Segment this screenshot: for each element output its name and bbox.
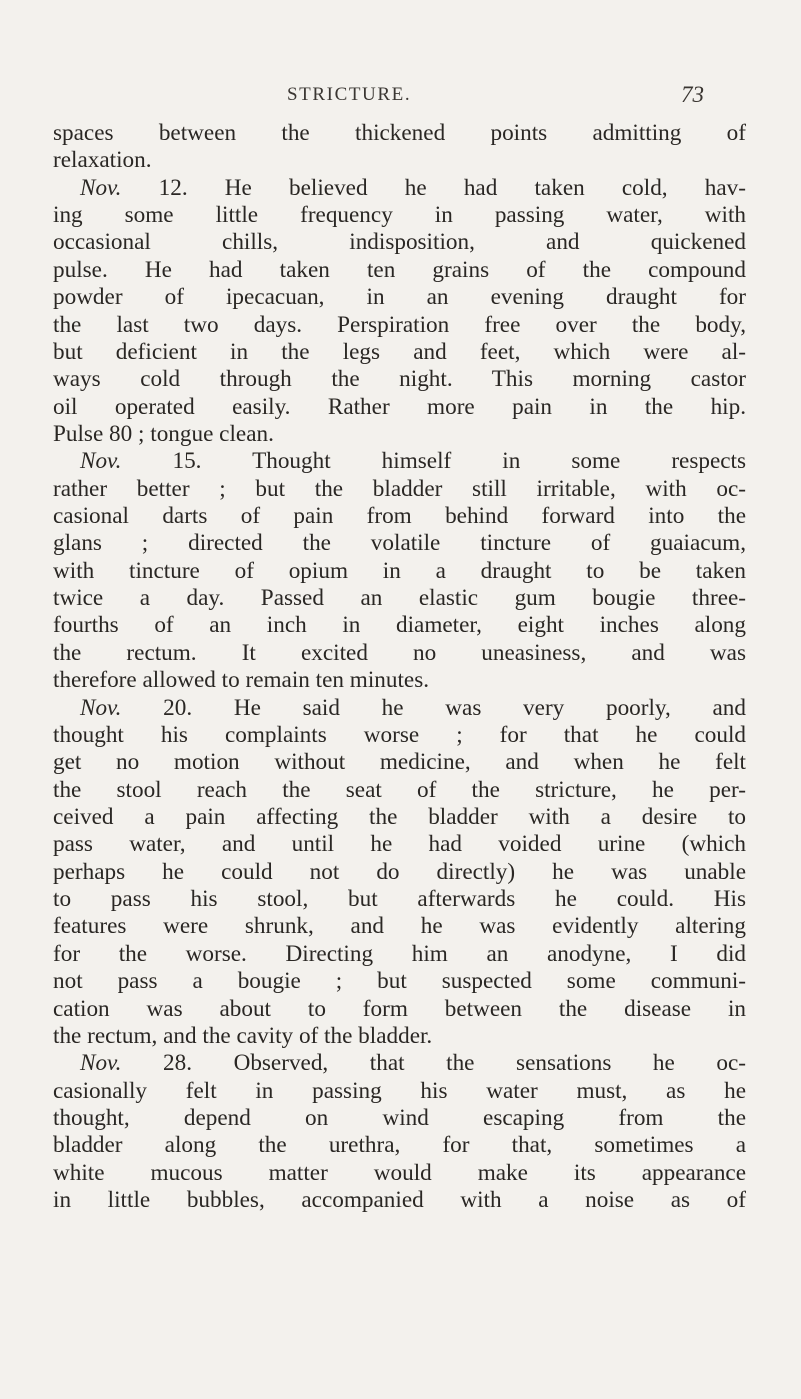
line-text: the rectum, and the cavity of the bladder. <box>53 1022 433 1049</box>
line-text: 20. He said he was very poorly, and <box>121 694 746 721</box>
text-line <box>53 476 746 503</box>
line-text: 12. He believed he had taken cold, hav- <box>121 174 746 201</box>
entry-date: Nov. <box>80 694 122 721</box>
line-text: the rectum. It excited no uneasiness, and was <box>53 639 746 666</box>
text-line <box>53 229 746 256</box>
running-head <box>0 82 801 112</box>
entry-date: Nov. <box>80 174 122 201</box>
text-line <box>53 1160 746 1187</box>
line-text: the last two days. Perspiration free over the body, <box>53 311 746 338</box>
text-line <box>53 804 746 831</box>
line-text: glans ; directed the volatile tincture of guaiacum, <box>53 530 746 557</box>
line-text: pulse. He had taken ten grains of the compound <box>53 256 746 283</box>
text-line <box>53 996 746 1023</box>
text-line <box>53 913 746 940</box>
line-text: features were shrunk, and he was evidently altering <box>53 913 746 940</box>
line-text: 28. Observed, that the sensations he oc- <box>121 1050 746 1077</box>
line-text: thought his complaints worse ; for that he could <box>53 721 746 748</box>
text-line <box>53 530 746 557</box>
line-text: powder of ipecacuan, in an evening draught for <box>53 284 746 311</box>
text-line <box>53 394 746 421</box>
text-line <box>53 722 746 749</box>
entry-date: Nov. <box>80 448 122 475</box>
line-text: not pass a bougie ; but suspected some communi- <box>53 968 746 995</box>
text-line <box>53 503 746 530</box>
line-text: in little bubbles, accompanied with a noise as of <box>53 1187 746 1214</box>
line-text: bladder along the urethra, for that, sometimes a <box>53 1132 746 1159</box>
text-line <box>53 366 746 393</box>
text-line <box>53 968 746 995</box>
line-text: occasional chills, indisposition, and quickened <box>53 229 746 256</box>
line-text: pass water, and until he had voided urine (which <box>53 831 746 858</box>
text-line <box>53 1023 746 1050</box>
line-text: to pass his stool, but afterwards he could. His <box>53 886 746 913</box>
text-line <box>53 612 746 639</box>
entry-date: Nov. <box>80 1050 122 1077</box>
line-text: perhaps he could not do directly) he was unable <box>53 858 746 885</box>
line-text: rather better ; but the bladder still irritable, with oc- <box>53 475 746 502</box>
text-line <box>53 1132 746 1159</box>
entry-start-line <box>53 448 746 475</box>
line-text: casionally felt in passing his water must, as he <box>53 1077 746 1104</box>
line-text: for the worse. Directing him an anodyne, I did <box>53 940 746 967</box>
line-text: relaxation. <box>53 147 152 174</box>
line-text: fourths of an inch in diameter, eight inches along <box>53 612 746 639</box>
line-text: oil operated easily. Rather more pain in the hip. <box>53 393 746 420</box>
line-text: ing some little frequency in passing water, with <box>53 202 746 229</box>
text-line <box>53 421 746 448</box>
text-line <box>53 1105 746 1132</box>
text-line <box>53 1187 746 1214</box>
entry-start-line <box>53 1050 746 1077</box>
text-line <box>53 147 746 174</box>
page-number: 73 <box>681 82 704 107</box>
entry-start-line <box>53 175 746 202</box>
text-line <box>53 558 746 585</box>
text-line <box>53 831 746 858</box>
text-line <box>53 886 746 913</box>
line-text: spaces between the thickened points admitting of <box>53 120 746 146</box>
text-line <box>53 749 746 776</box>
text-line <box>53 120 746 147</box>
line-text: but deficient in the legs and feet, which were al- <box>53 338 746 365</box>
line-text: cation was about to form between the disease in <box>53 995 746 1022</box>
text-line <box>53 585 746 612</box>
line-text: Pulse 80 ; tongue clean. <box>53 420 274 447</box>
text-line <box>53 312 746 339</box>
line-text: twice a day. Passed an elastic gum bougie three- <box>53 585 746 612</box>
text-line <box>53 339 746 366</box>
line-text: casional darts of pain from behind forward into the <box>53 503 746 530</box>
running-title: STRICTURE. <box>287 84 412 105</box>
line-text: get no motion without medicine, and when he felt <box>53 749 746 776</box>
text-line <box>53 667 746 694</box>
line-text: the stool reach the seat of the stricture, he per- <box>53 776 746 803</box>
text-line <box>53 202 746 229</box>
text-line <box>53 777 746 804</box>
line-text: thought, depend on wind escaping from the <box>53 1104 746 1131</box>
text-line <box>53 640 746 667</box>
text-line <box>53 1078 746 1105</box>
text-line <box>53 284 746 311</box>
entry-start-line <box>53 695 746 722</box>
line-text: white mucous matter would make its appearance <box>53 1159 746 1186</box>
line-text: 15. Thought himself in some respects <box>121 448 746 475</box>
line-text: with tincture of opium in a draught to be taken <box>53 557 746 584</box>
line-text: ways cold through the night. This morning castor <box>53 366 746 393</box>
line-text: ceived a pain affecting the bladder with a desire to <box>53 803 746 830</box>
text-line <box>53 859 746 886</box>
line-text: therefore allowed to remain ten minutes. <box>53 667 430 694</box>
text-line <box>53 941 746 968</box>
text-line <box>53 257 746 284</box>
body-text <box>53 120 746 1214</box>
